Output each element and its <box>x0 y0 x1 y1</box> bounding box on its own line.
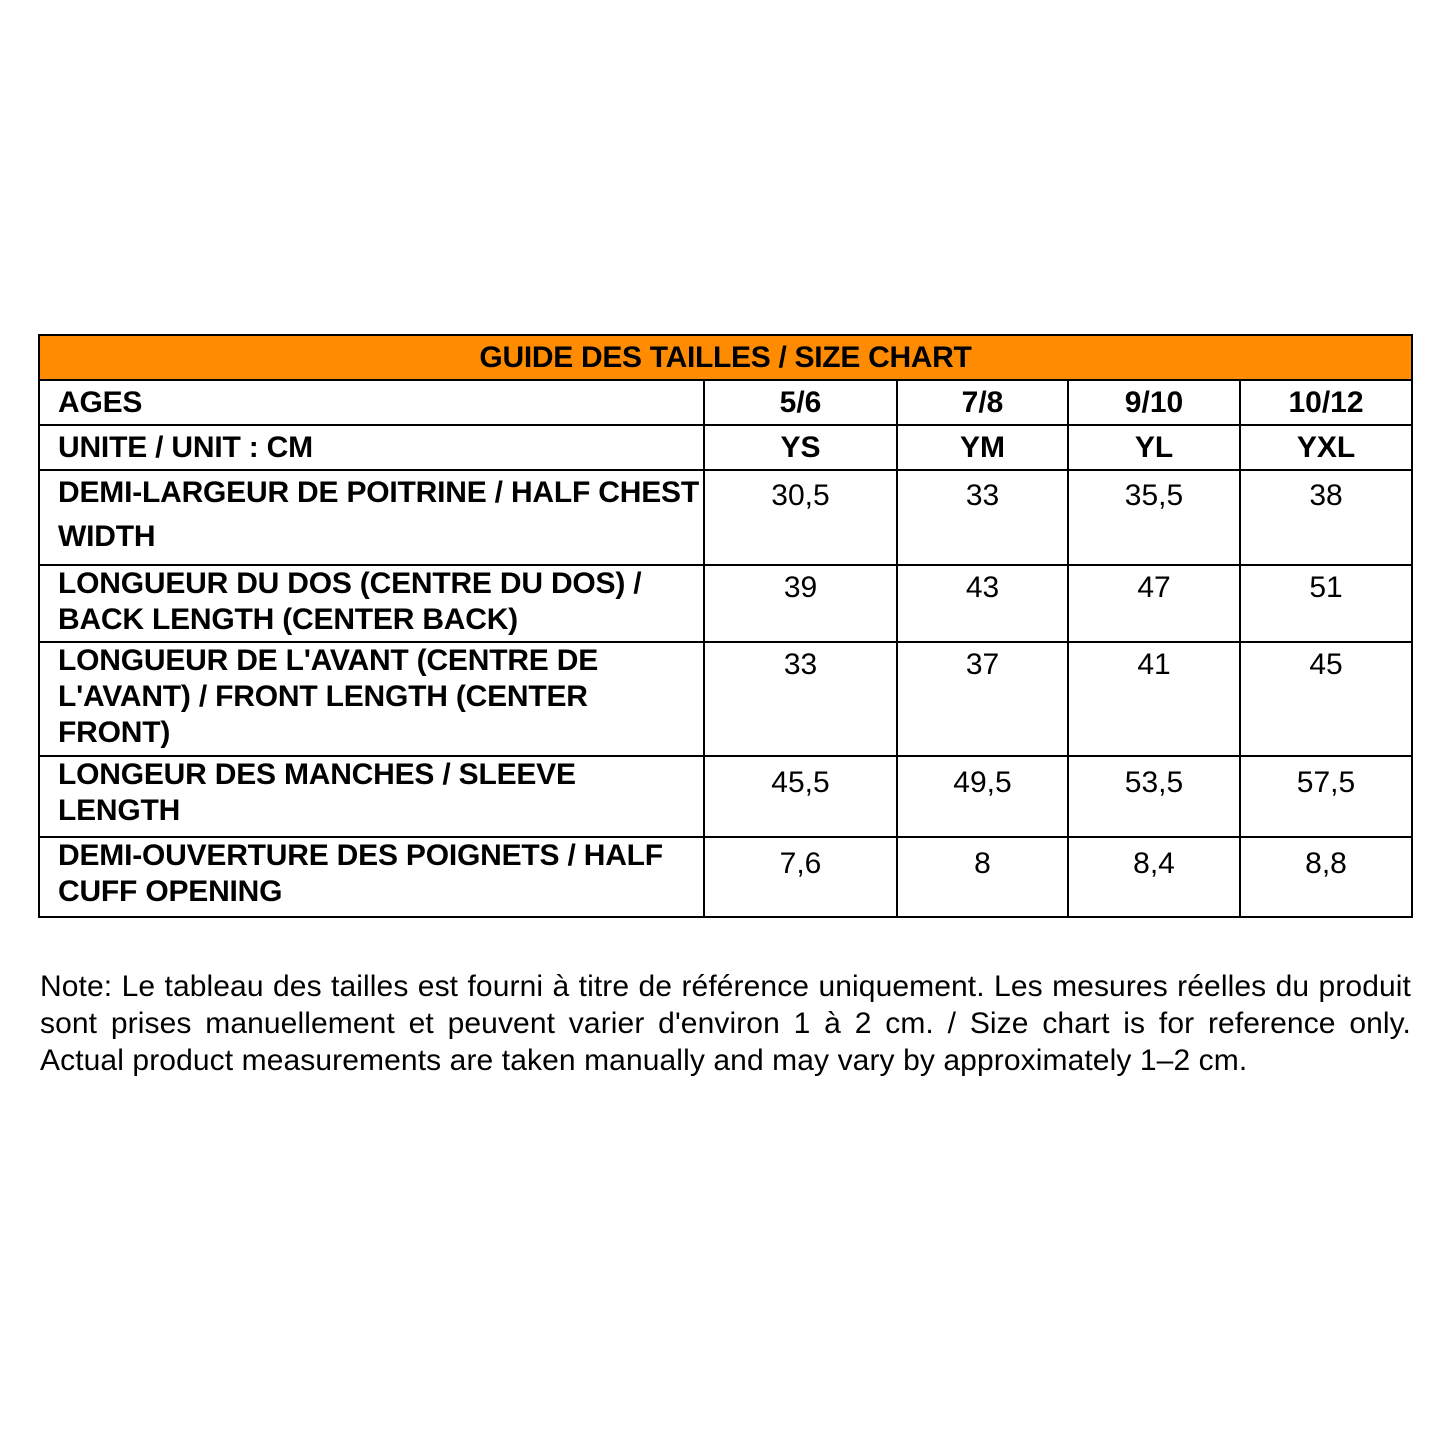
measurement-cell: 47 <box>1068 565 1240 642</box>
reference-note: Note: Le tableau des tailles est fourni à titre de référence uniquement. Les mesures réelles du produit sont prises manuellement et peuvent varier d'environ 1 à 2 cm. / Size chart is for reference only. Actual product measurements are taken manually and may vary by approximately 1–2 cm. <box>40 970 1411 1077</box>
table-row <box>39 565 1412 642</box>
row-label: LONGUEUR DU DOS (CENTRE DU DOS) / BACK LENGTH (CENTER BACK) <box>39 565 704 642</box>
size-chart-table <box>38 334 1413 918</box>
size-code-cell: YL <box>1068 425 1240 470</box>
age-cell: 9/10 <box>1068 380 1240 425</box>
title-row <box>39 335 1412 380</box>
measurement-cell: 41 <box>1068 642 1240 756</box>
age-cell: 10/12 <box>1240 380 1412 425</box>
size-code-cell: YS <box>704 425 897 470</box>
unit-row <box>39 425 1412 470</box>
measurement-cell: 7,6 <box>704 837 897 917</box>
ages-row <box>39 380 1412 425</box>
measurement-cell: 45,5 <box>704 756 897 837</box>
measurement-cell: 53,5 <box>1068 756 1240 837</box>
age-cell: 5/6 <box>704 380 897 425</box>
measurement-cell: 8 <box>897 837 1068 917</box>
measurement-cell: 39 <box>704 565 897 642</box>
unit-label: UNITE / UNIT : CM <box>39 425 704 470</box>
measurement-cell: 37 <box>897 642 1068 756</box>
measurement-cell: 35,5 <box>1068 470 1240 565</box>
measurement-cell: 30,5 <box>704 470 897 565</box>
measurement-cell: 45 <box>1240 642 1412 756</box>
age-cell: 7/8 <box>897 380 1068 425</box>
table-row <box>39 837 1412 917</box>
measurement-cell: 57,5 <box>1240 756 1412 837</box>
measurement-cell: 8,4 <box>1068 837 1240 917</box>
measurement-cell: 49,5 <box>897 756 1068 837</box>
measurement-cell: 33 <box>704 642 897 756</box>
measurement-cell: 38 <box>1240 470 1412 565</box>
table-row <box>39 756 1412 837</box>
measurement-cell: 51 <box>1240 565 1412 642</box>
table-row <box>39 642 1412 756</box>
measurement-cell: 43 <box>897 565 1068 642</box>
measurement-cell: 33 <box>897 470 1068 565</box>
size-code-cell: YXL <box>1240 425 1412 470</box>
table-row <box>39 470 1412 565</box>
row-label: DEMI-OUVERTURE DES POIGNETS / HALF CUFF OPENING <box>39 837 704 917</box>
size-code-cell: YM <box>897 425 1068 470</box>
row-label: DEMI-LARGEUR DE POITRINE / HALF CHEST WIDTH <box>39 470 704 565</box>
size-chart-title: GUIDE DES TAILLES / SIZE CHART <box>39 335 1412 380</box>
row-label: LONGUEUR DE L'AVANT (CENTRE DE L'AVANT) / FRONT LENGTH (CENTER FRONT) <box>39 642 704 756</box>
ages-label: AGES <box>39 380 704 425</box>
row-label: LONGEUR DES MANCHES / SLEEVE LENGTH <box>39 756 704 837</box>
measurement-cell: 8,8 <box>1240 837 1412 917</box>
